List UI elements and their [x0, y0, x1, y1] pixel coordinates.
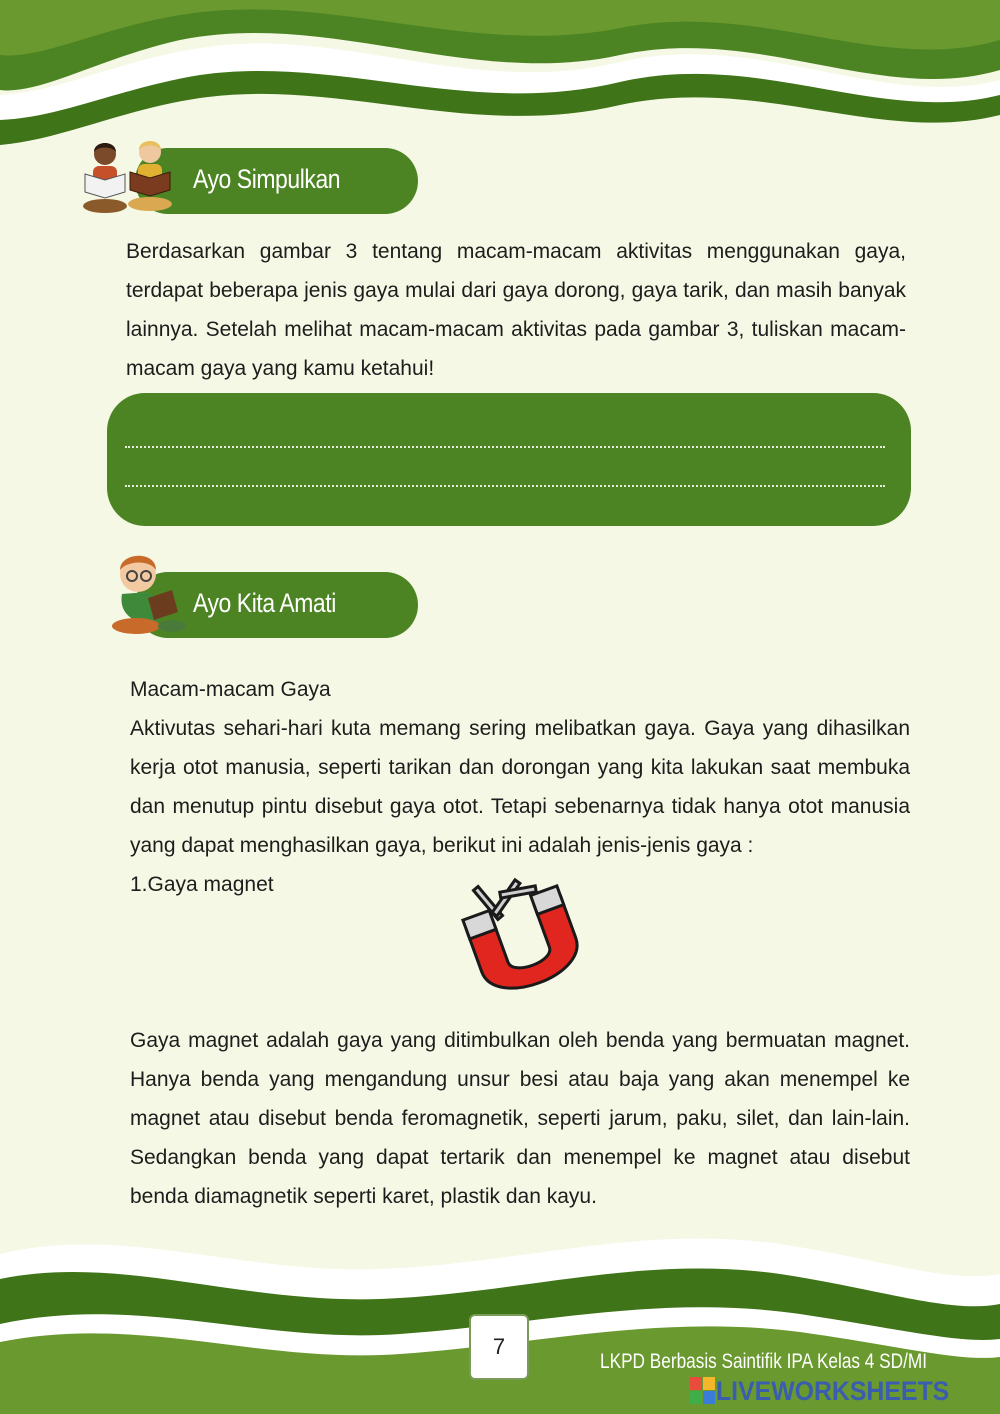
intro-text: Aktivutas sehari-hari kuta memang sering melibatkan gaya. Gaya yang dihasilkan kerja otot manusia, seperti tarikan dan dorongan yang kita lakukan saat membuka dan menutup pintu disebut gaya otot. Tetapi sebenarnya tidak hanya otot manusia yang dapat menghasilkan gaya, berikut ini adalah jenis-jenis gaya :	[130, 717, 910, 857]
list-item-gaya-magnet: 1.Gaya magnet	[130, 873, 274, 896]
section-title: Ayo Simpulkan	[193, 164, 341, 194]
footer-book-title: LKPD Berbasis Saintifik IPA Kelas 4 SD/MI	[600, 1350, 928, 1373]
liveworksheets-logo-icon	[690, 1377, 716, 1405]
section-title: Ayo Kita Amati	[193, 588, 336, 618]
intro-paragraph	[130, 709, 910, 865]
subheading-macam-macam-gaya: Macam-macam Gaya	[130, 678, 331, 701]
page-number: 7	[469, 1314, 529, 1380]
instruction-paragraph	[126, 232, 906, 388]
children-reading-icon	[80, 136, 180, 216]
magnet-text: Gaya magnet adalah gaya yang ditimbulkan oleh benda yang bermuatan magnet. Hanya benda yang mengandung unsur besi atau baja yang akan menempel ke magnet atau disebut benda feromagnetik, seperti jarum, paku, silet, dan lain-lain. Sedangkan benda yang dapat tertarik dan menempel ke magnet atau disebut benda diamagnetik seperti karet, plastik dan kayu.	[130, 1029, 910, 1208]
boy-reading-book-icon	[108, 546, 198, 636]
answer-line-1[interactable]	[125, 446, 885, 448]
answer-box	[107, 393, 911, 526]
instruction-text: Berdasarkan gambar 3 tentang macam-macam aktivitas menggunakan gaya, terdapat beberapa jenis gaya mulai dari gaya dorong, gaya tarik, dan masih banyak lainnya. Setelah melihat macam-macam aktivitas pada gambar 3, tuliskan macam-macam gaya yang kamu ketahui!	[126, 240, 906, 380]
answer-line-2[interactable]	[125, 485, 885, 487]
magnet-paragraph	[130, 1021, 910, 1216]
watermark-text: LIVEWORKSHEETS	[716, 1375, 950, 1406]
liveworksheets-watermark	[690, 1376, 970, 1406]
horseshoe-magnet-with-nails-icon	[455, 870, 600, 1020]
top-wave-decoration	[0, 0, 1000, 150]
